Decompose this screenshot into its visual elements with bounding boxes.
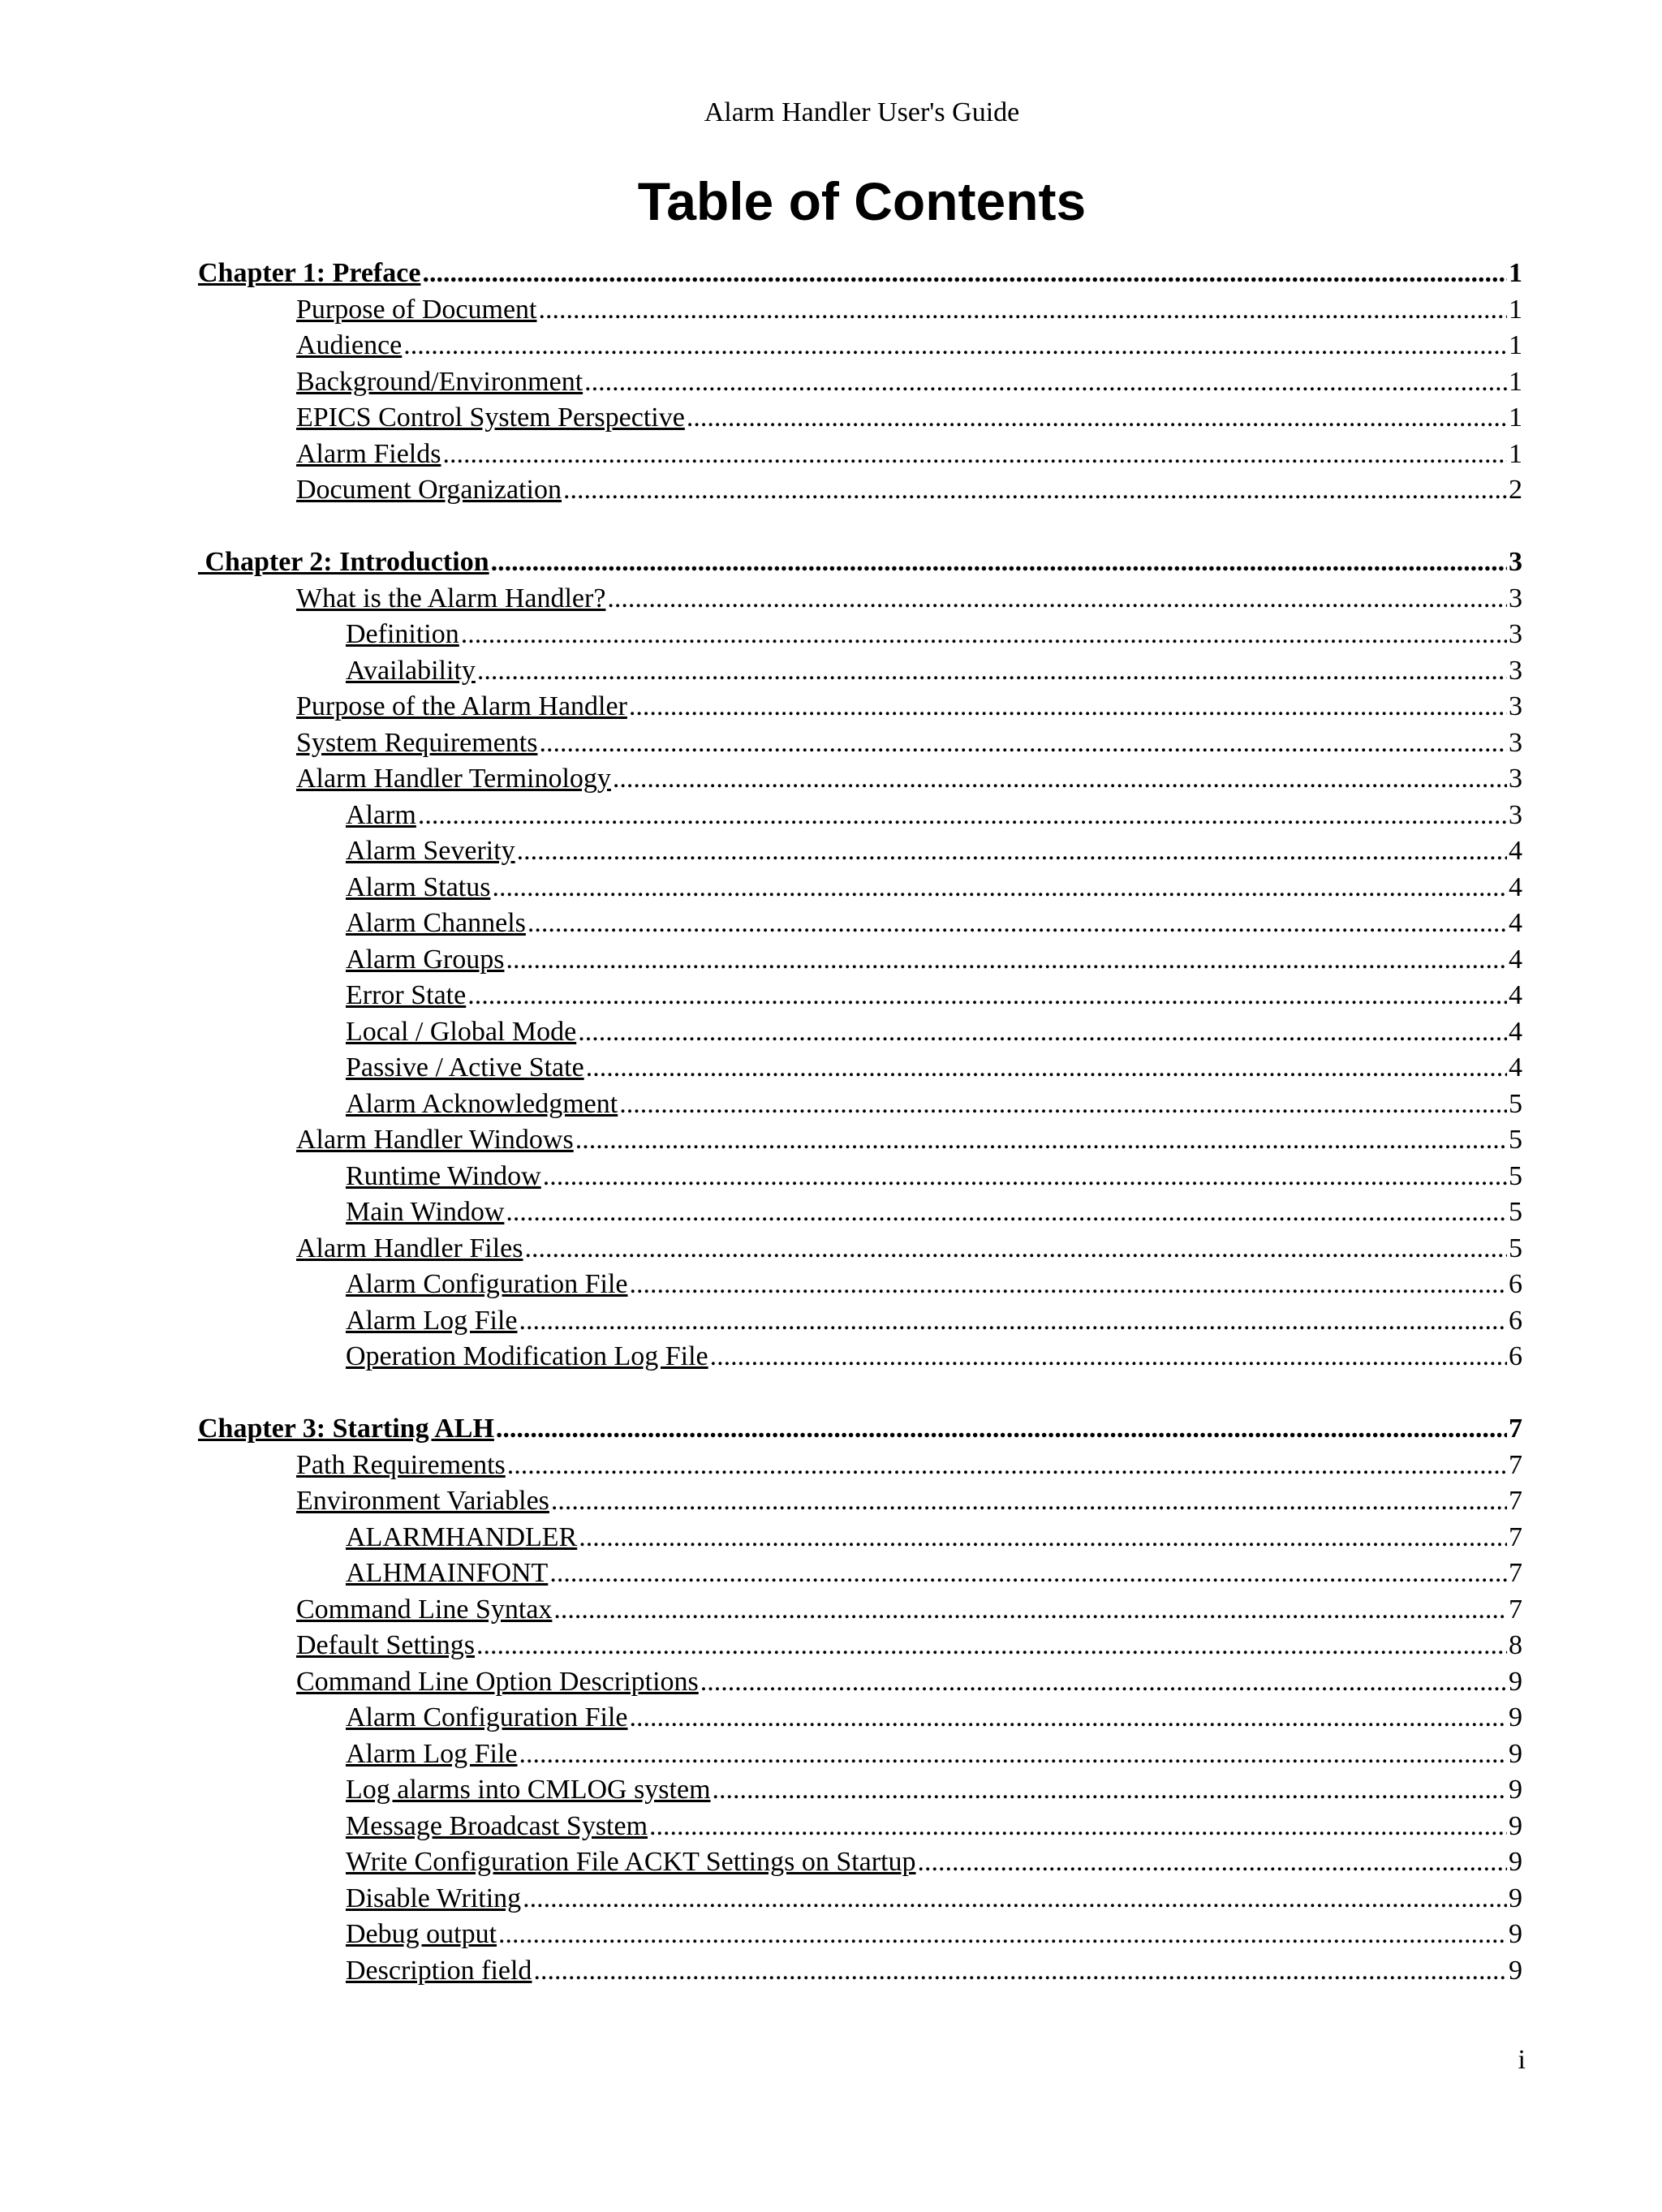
toc-link[interactable]: Error State xyxy=(346,980,467,1010)
toc-entry-error-state[interactable] xyxy=(198,978,1522,1014)
page-number: 4 xyxy=(1509,980,1522,1010)
dot-leader xyxy=(492,870,1507,906)
toc-link[interactable]: Alarm Configuration File xyxy=(346,1269,628,1299)
toc-entry-alarm-configuration-file[interactable] xyxy=(198,1267,1522,1303)
toc-entry-purpose-of-the-alarm-handler[interactable] xyxy=(198,689,1522,725)
page-number: 1 xyxy=(1509,438,1522,469)
toc-entry-local-global-mode[interactable] xyxy=(198,1014,1522,1051)
dot-leader xyxy=(710,1339,1507,1375)
toc-entry-message-broadcast-system[interactable] xyxy=(198,1809,1522,1845)
running-header: Alarm Handler User's Guide xyxy=(704,97,1020,127)
toc-entry-log-alarms-into-cmlog-system[interactable] xyxy=(198,1772,1522,1809)
toc-entry-alhmainfont[interactable] xyxy=(198,1556,1522,1592)
table-of-contents xyxy=(198,256,1522,1989)
toc-entry-alarm-handler-terminology[interactable] xyxy=(198,761,1522,798)
dot-leader xyxy=(584,364,1507,401)
dot-leader xyxy=(578,1014,1507,1051)
toc-entry-alarm-groups[interactable] xyxy=(198,942,1522,979)
toc-link[interactable]: Alarm Handler Files xyxy=(296,1233,523,1263)
toc-link[interactable]: System Requirements xyxy=(296,727,538,758)
toc-link[interactable]: Operation Modification Log File xyxy=(346,1341,708,1371)
toc-link[interactable]: Chapter 2: Introduction xyxy=(198,547,489,577)
toc-link[interactable]: Environment Variables xyxy=(296,1486,549,1516)
page-number: 5 xyxy=(1509,1160,1522,1191)
chapter-1-block xyxy=(198,256,1522,509)
toc-entry-what-is-the-alarm-handler[interactable] xyxy=(198,581,1522,618)
dot-leader xyxy=(539,725,1507,762)
dot-leader xyxy=(506,1194,1507,1231)
dot-leader xyxy=(507,1448,1507,1484)
chapter-3-block xyxy=(198,1411,1522,1989)
toc-entry-document-organization[interactable] xyxy=(198,472,1522,509)
toc-entry-definition[interactable] xyxy=(198,617,1522,653)
toc-entry-disable-writing[interactable] xyxy=(198,1881,1522,1917)
dot-leader xyxy=(525,1231,1508,1267)
toc-link[interactable]: Alarm xyxy=(346,799,416,830)
dot-leader xyxy=(519,1303,1507,1340)
dot-leader xyxy=(477,653,1507,690)
page-number: 3 xyxy=(1509,583,1522,613)
toc-entry-alarmhandler[interactable] xyxy=(198,1520,1522,1556)
toc-entry-alarm-configuration-file-option[interactable] xyxy=(198,1700,1522,1736)
toc-link[interactable]: Alarm Status xyxy=(346,871,491,902)
page-number: 4 xyxy=(1509,1052,1522,1082)
dot-leader xyxy=(629,689,1507,725)
page-number: 4 xyxy=(1509,944,1522,975)
toc-entry-audience[interactable] xyxy=(198,328,1522,364)
page-number: 4 xyxy=(1509,836,1522,866)
page-number: 8 xyxy=(1509,1630,1522,1660)
toc-entry-main-window[interactable] xyxy=(198,1194,1522,1231)
dot-leader xyxy=(418,798,1507,834)
toc-link[interactable]: ALARMHANDLER xyxy=(346,1521,578,1552)
page-number: 9 xyxy=(1509,1919,1522,1949)
toc-link[interactable]: Alarm Severity xyxy=(346,836,515,866)
page-number: 1 xyxy=(1509,330,1522,360)
page-number: 5 xyxy=(1509,1233,1522,1263)
dot-leader xyxy=(442,437,1507,473)
toc-link[interactable]: Audience xyxy=(296,330,403,360)
page-number: 5 xyxy=(1509,1197,1522,1227)
toc-link[interactable]: Background/Environment xyxy=(296,366,583,397)
toc-link[interactable]: What is the Alarm Handler? xyxy=(296,583,606,613)
dot-leader xyxy=(549,1556,1507,1592)
toc-link[interactable]: Alarm Fields xyxy=(296,438,441,469)
toc-entry-alarm-log-file[interactable] xyxy=(198,1303,1522,1340)
page-number: 5 xyxy=(1509,1125,1522,1155)
toc-entry-alarm-status[interactable] xyxy=(198,870,1522,906)
page-number: 7 xyxy=(1509,1594,1522,1625)
page-number: 6 xyxy=(1509,1269,1522,1299)
toc-link[interactable]: Default Settings xyxy=(296,1630,476,1660)
dot-leader xyxy=(586,1050,1507,1087)
toc-entry-alarm-handler-files[interactable] xyxy=(198,1231,1522,1267)
dot-leader xyxy=(613,761,1507,798)
toc-link[interactable]: Runtime Window xyxy=(346,1160,541,1191)
page-number: 6 xyxy=(1509,1305,1522,1336)
toc-entry-alarm-channels[interactable] xyxy=(198,906,1522,942)
toc-entry-runtime-window[interactable] xyxy=(198,1159,1522,1195)
toc-link[interactable]: Alarm Configuration File xyxy=(346,1702,628,1732)
page-number: 9 xyxy=(1509,1702,1522,1732)
toc-link[interactable]: Message Broadcast System xyxy=(346,1810,648,1841)
toc-link[interactable]: EPICS Control System Perspective xyxy=(296,402,685,433)
toc-entry-passive-active-state[interactable] xyxy=(198,1050,1522,1087)
dot-leader xyxy=(543,1159,1507,1195)
page-number: 1 xyxy=(1509,402,1522,433)
toc-link[interactable]: Alarm Handler Terminology xyxy=(296,764,611,794)
dot-leader xyxy=(700,1664,1507,1701)
toc-link[interactable]: Availability xyxy=(346,655,476,686)
page-number: 3 xyxy=(1509,547,1522,577)
toc-link[interactable]: Alarm Log File xyxy=(346,1738,518,1769)
page-number: 4 xyxy=(1509,871,1522,902)
dot-leader xyxy=(533,1953,1507,1990)
page-number: 4 xyxy=(1509,1016,1522,1047)
toc-title: Table of Contents xyxy=(637,171,1087,231)
page-number: 9 xyxy=(1509,1738,1522,1769)
page-number: 3 xyxy=(1509,727,1522,758)
toc-entry-command-line-option-descriptions[interactable] xyxy=(198,1664,1522,1701)
toc-link[interactable]: Alarm Acknowledgment xyxy=(346,1088,618,1119)
toc-entry-chapter-2[interactable] xyxy=(198,544,1522,581)
toc-link[interactable]: Alarm Groups xyxy=(346,944,505,975)
toc-link[interactable]: Alarm Log File xyxy=(346,1305,518,1336)
chapter-2-block xyxy=(198,544,1522,1375)
page-number: 1 xyxy=(1509,294,1522,325)
toc-entry-alarm[interactable] xyxy=(198,798,1522,834)
toc-entry-default-settings[interactable] xyxy=(198,1628,1522,1664)
dot-leader xyxy=(403,328,1507,364)
page-number: 3 xyxy=(1509,655,1522,686)
dot-leader xyxy=(517,833,1507,870)
dot-leader xyxy=(553,1592,1507,1629)
dot-leader xyxy=(523,1881,1507,1917)
page-number: 9 xyxy=(1509,1775,1522,1805)
toc-entry-write-configuration-file-ackt-settings[interactable] xyxy=(198,1844,1522,1881)
page-number: 3 xyxy=(1509,691,1522,721)
dot-leader xyxy=(539,292,1507,329)
toc-link[interactable]: Command Line Option Descriptions xyxy=(296,1666,699,1697)
dot-leader xyxy=(519,1736,1507,1773)
toc-link[interactable]: Debug output xyxy=(346,1919,497,1949)
page-number: 1 xyxy=(1509,258,1522,288)
toc-link[interactable]: ALHMAINFONT xyxy=(346,1558,549,1588)
dot-leader xyxy=(461,617,1507,653)
page-number: 9 xyxy=(1509,1810,1522,1841)
page-number: 7 xyxy=(1509,1521,1522,1552)
page-number: 9 xyxy=(1509,1666,1522,1697)
toc-link[interactable]: Passive / Active State xyxy=(346,1052,584,1082)
page-number: 9 xyxy=(1509,1955,1522,1986)
toc-entry-chapter-1[interactable] xyxy=(198,256,1522,292)
toc-link[interactable]: Purpose of Document xyxy=(296,294,537,325)
dot-leader xyxy=(563,472,1507,509)
dot-leader xyxy=(498,1917,1507,1953)
dot-leader xyxy=(527,906,1507,942)
dot-leader xyxy=(687,400,1507,437)
toc-entry-system-requirements[interactable] xyxy=(198,725,1522,762)
dot-leader xyxy=(649,1809,1507,1845)
dot-leader xyxy=(496,1411,1507,1448)
dot-leader xyxy=(607,581,1507,618)
toc-link[interactable]: Path Requirements xyxy=(296,1449,506,1480)
toc-entry-epics-control-system-perspective[interactable] xyxy=(198,400,1522,437)
page-number: 9 xyxy=(1509,1883,1522,1913)
page-number-footer: i xyxy=(1518,2045,1526,2075)
page-number: 7 xyxy=(1509,1486,1522,1516)
toc-entry-alarm-log-file-option[interactable] xyxy=(198,1736,1522,1773)
toc-link[interactable]: Alarm Channels xyxy=(346,908,526,938)
toc-entry-background-environment[interactable] xyxy=(198,364,1522,401)
toc-link[interactable]: Main Window xyxy=(346,1197,505,1227)
page-number: 4 xyxy=(1509,908,1522,938)
toc-entry-alarm-acknowledgment[interactable] xyxy=(198,1087,1522,1123)
dot-leader xyxy=(579,1520,1507,1556)
toc-entry-path-requirements[interactable] xyxy=(198,1448,1522,1484)
dot-leader xyxy=(918,1844,1507,1881)
dot-leader xyxy=(713,1772,1507,1809)
page-number: 7 xyxy=(1509,1414,1522,1444)
page-number: 7 xyxy=(1509,1449,1522,1480)
dot-leader xyxy=(506,942,1507,979)
page-number: 3 xyxy=(1509,799,1522,830)
toc-link[interactable]: Document Organization xyxy=(296,475,562,505)
page-number: 7 xyxy=(1509,1558,1522,1588)
toc-link[interactable]: Disable Writing xyxy=(346,1883,522,1913)
toc-link[interactable]: Command Line Syntax xyxy=(296,1594,553,1625)
page-number: 9 xyxy=(1509,1847,1522,1877)
toc-entry-chapter-3[interactable] xyxy=(198,1411,1522,1448)
dot-leader xyxy=(551,1483,1507,1520)
dot-leader xyxy=(422,256,1507,292)
toc-link[interactable]: Chapter 1: Preface xyxy=(198,258,421,288)
toc-link[interactable]: Write Configuration File ACKT Settings on Startup xyxy=(346,1847,916,1877)
toc-entry-operation-modification-log-file[interactable] xyxy=(198,1339,1522,1375)
toc-entry-description-field[interactable] xyxy=(198,1953,1522,1990)
toc-entry-purpose-of-document[interactable] xyxy=(198,292,1522,329)
dot-leader xyxy=(491,544,1507,581)
toc-link[interactable]: Log alarms into CMLOG system xyxy=(346,1775,711,1805)
page-number: 6 xyxy=(1509,1341,1522,1371)
toc-entry-debug-output[interactable] xyxy=(198,1917,1522,1953)
page-number: 5 xyxy=(1509,1088,1522,1119)
page-number: 3 xyxy=(1509,764,1522,794)
toc-entry-command-line-syntax[interactable] xyxy=(198,1592,1522,1629)
dot-leader xyxy=(476,1628,1507,1664)
toc-link[interactable]: Description field xyxy=(346,1955,532,1986)
toc-entry-alarm-severity[interactable] xyxy=(198,833,1522,870)
toc-entry-environment-variables[interactable] xyxy=(198,1483,1522,1520)
toc-entry-alarm-handler-windows[interactable] xyxy=(198,1122,1522,1159)
toc-entry-alarm-fields[interactable] xyxy=(198,437,1522,473)
toc-entry-availability[interactable] xyxy=(198,653,1522,690)
dot-leader xyxy=(467,978,1507,1014)
toc-link[interactable]: Definition xyxy=(346,619,459,649)
page-number: 1 xyxy=(1509,366,1522,397)
toc-link[interactable]: Purpose of the Alarm Handler xyxy=(296,691,627,721)
dot-leader xyxy=(630,1267,1507,1303)
toc-link[interactable]: Local / Global Mode xyxy=(346,1016,577,1047)
page-number: 2 xyxy=(1509,475,1522,505)
toc-link[interactable]: Chapter 3: Starting ALH xyxy=(198,1414,494,1444)
page-number: 3 xyxy=(1509,619,1522,649)
toc-link[interactable]: Alarm Handler Windows xyxy=(296,1125,574,1155)
dot-leader xyxy=(575,1122,1507,1159)
dot-leader xyxy=(619,1087,1507,1123)
dot-leader xyxy=(630,1700,1507,1736)
